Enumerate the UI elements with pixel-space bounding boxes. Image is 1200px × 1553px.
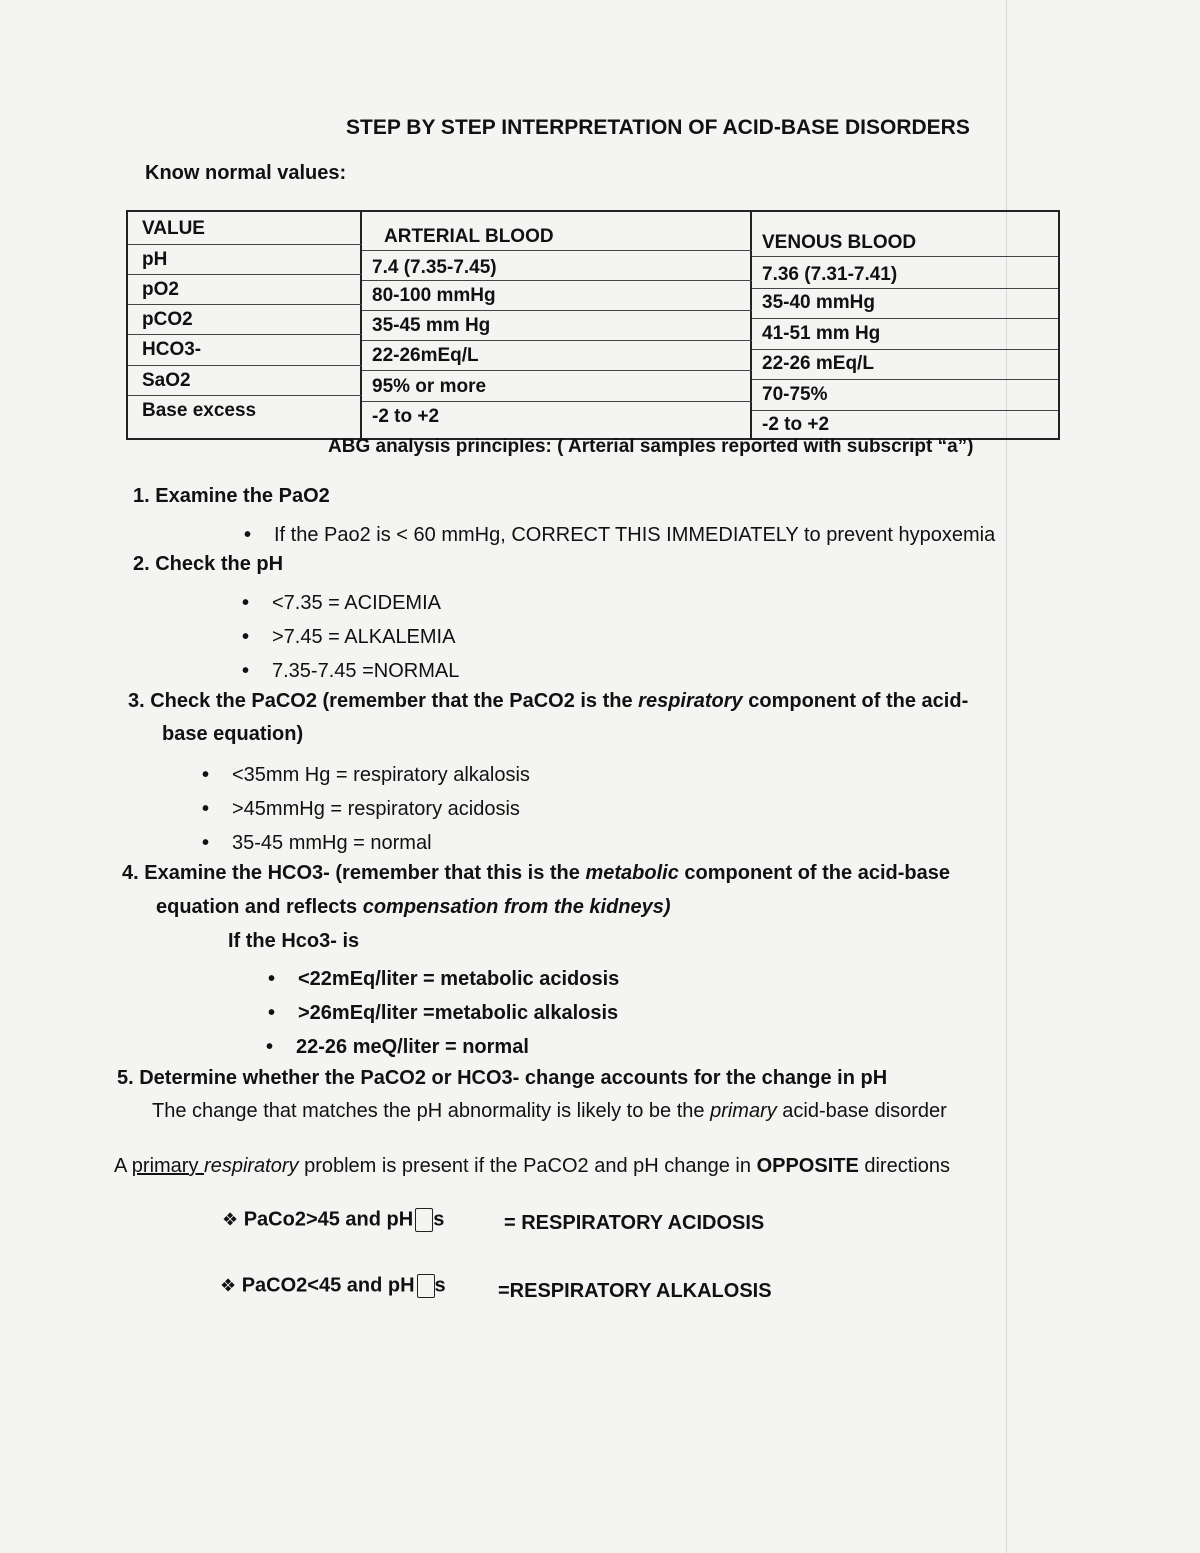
- step-1-heading: 1. Examine the PaO2: [133, 485, 330, 507]
- step-3-heading: 3. Check the PaCO2 (remember that the PaCO2 is the respiratory component of the acid-: [128, 690, 969, 712]
- step-5-heading: 5. Determine whether the PaCO2 or HCO3- change accounts for the change in pH: [117, 1067, 888, 1089]
- rule-respiratory-acidosis: ❖ PaCo2>45 and pH s: [222, 1208, 445, 1231]
- table-cell-arterial: 35-45 mm Hg: [372, 315, 491, 336]
- table-header-arterial: ARTERIAL BLOOD: [384, 226, 554, 247]
- table-cell-venous: 41-51 mm Hg: [762, 323, 881, 344]
- step-3-bullet: • 35-45 mmHg = normal: [232, 832, 432, 855]
- table-row-label: pCO2: [142, 309, 193, 330]
- table-cell-venous: 70-75%: [762, 384, 828, 405]
- step-3-bullet: • <35mm Hg = respiratory alkalosis: [232, 764, 530, 787]
- table-cell-arterial: 80-100 mmHg: [372, 285, 496, 306]
- step-4-heading: 4. Examine the HCO3- (remember that this is the metabolic component of the acid-base: [122, 862, 950, 884]
- table-cell-arterial: 22-26mEq/L: [372, 345, 479, 366]
- table-cell-arterial: 7.4 (7.35-7.45): [372, 257, 497, 278]
- step-3-bullet: • >45mmHg = respiratory acidosis: [232, 798, 520, 821]
- table-row-label: pO2: [142, 279, 179, 300]
- table-cell-venous: 22-26 mEq/L: [762, 353, 874, 374]
- diamond-dingbat-icon: ❖: [220, 1275, 237, 1296]
- page-title: STEP BY STEP INTERPRETATION OF ACID-BASE DISORDERS: [346, 116, 970, 139]
- step-1-bullet: • If the Pao2 is < 60 mmHg, CORRECT THIS IMMEDIATELY to prevent hypoxemia: [274, 524, 995, 547]
- arrow-up-icon: [417, 1274, 435, 1298]
- normal-values-heading: Know normal values:: [145, 162, 347, 184]
- step-2-bullet: • >7.45 = ALKALEMIA: [272, 626, 455, 649]
- table-cell-arterial: -2 to +2: [372, 406, 440, 427]
- table-row-label: Base excess: [142, 400, 257, 421]
- step-2-heading: 2. Check the pH: [133, 553, 284, 575]
- table-cell-arterial: 95% or more: [372, 376, 487, 397]
- table-cell-venous: -2 to +2: [762, 414, 830, 435]
- step-4-bullet: • <22mEq/liter = metabolic acidosis: [298, 968, 619, 991]
- step-4-subheading: If the Hco3- is: [228, 930, 360, 952]
- table-cell-venous: 35-40 mmHg: [762, 292, 875, 313]
- abg-principles-heading: ABG analysis principles: ( Arterial samples reported with subscript “a”): [328, 436, 974, 457]
- table-row-label: pH: [142, 249, 168, 270]
- step-4-bullet: • 22-26 meQ/liter = normal: [296, 1036, 529, 1059]
- step-2-bullet: • 7.35-7.45 =NORMAL: [272, 660, 459, 683]
- table-header-venous: VENOUS BLOOD: [762, 232, 917, 253]
- diamond-dingbat-icon: ❖: [222, 1209, 239, 1230]
- primary-respiratory-rule: A primary respiratory problem is present if the PaCO2 and pH change in OPPOSITE directions: [114, 1155, 950, 1177]
- rule-respiratory-alkalosis: ❖ PaCO2<45 and pH s: [220, 1274, 446, 1297]
- respiratory-alkalosis-label: =RESPIRATORY ALKALOSIS: [498, 1280, 772, 1302]
- table-row-label: SaO2: [142, 370, 191, 391]
- table-header-value: VALUE: [142, 218, 205, 239]
- respiratory-acidosis-label: = RESPIRATORY ACIDOSIS: [504, 1212, 765, 1234]
- step-3-heading-cont: base equation): [162, 723, 304, 745]
- step-4-bullet: • >26mEq/liter =metabolic alkalosis: [298, 1002, 618, 1025]
- table-row-label: HCO3-: [142, 339, 202, 360]
- step-2-bullet: • <7.35 = ACIDEMIA: [272, 592, 441, 615]
- step-5-text: The change that matches the pH abnormality is likely to be the primary acid-base disorder: [152, 1100, 947, 1122]
- table-cell-venous: 7.36 (7.31-7.41): [762, 264, 898, 285]
- arrow-down-icon: [415, 1208, 433, 1232]
- step-4-heading-cont: equation and reflects compensation from the kidneys): [156, 896, 671, 918]
- normal-values-table: [126, 210, 1060, 440]
